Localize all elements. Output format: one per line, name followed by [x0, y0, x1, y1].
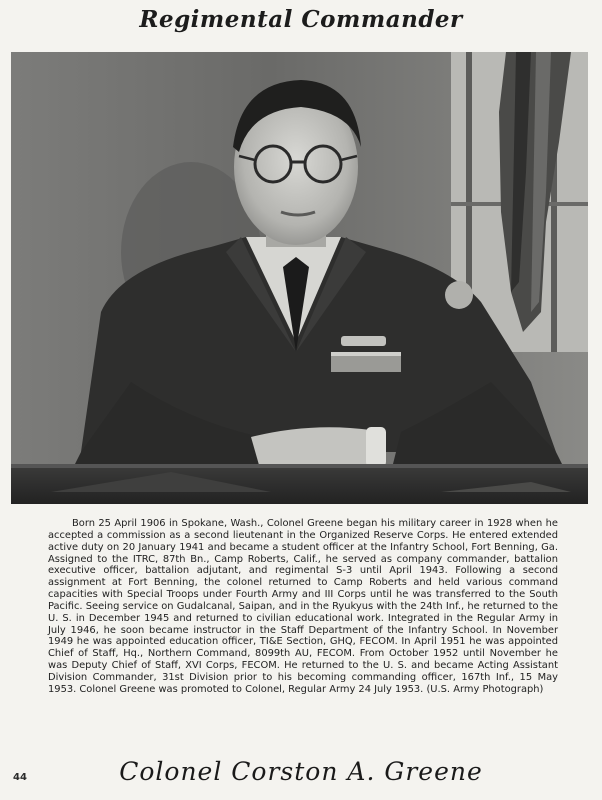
commander-name: Colonel Corston A. Greene [119, 757, 483, 786]
biography-text: Born 25 April 1906 in Spokane, Wash., Colonel Greene began his military career in 1928 when he accepted a commission as a second lieutenant in the Organized Reserve Corps. He entered extended active duty on 20 January 1941 and became a student officer at the Infantry School, Fort Benning, Ga. Assigned to the ITRC, 87th Bn., Camp Roberts, Calif., he served as company commander, battalion executive officer, battalion adjutant, and regimental S-3 until April 1943. Following a second assignment at Fort Benning, the colonel returned to Camp Roberts and held various command capacities with Special Troops under Fourth Army and III Corps until he was transferred to the South Pacific. Seeing service on Gudalcanal, Saipan, and in the Ryukyus with the 24th Inf., he returned to the U. S. in December 1945 and returned to civilian educational work. Integrated in the Regular Army in July 1946, he soon became instructor in the Staff Department of the Infantry School. In November 1949 he was appointed education officer, TI&E Section, GHQ, FECOM. In April 1951 he was appointed Chief of Staff, Hq., Northern Command, 8099th AU, FECOM. From October 1952 until November he was Deputy Chief of Staff, XVI Corps, FECOM. He returned to the U. S. and became Acting Assistant Division Commander, 31st Division prior to his becoming commanding officer, 167th Inf., 15 May 1953. Colonel Greene was promoted to Colonel, Regular Army 24 July 1953. (U.S. Army Photograph) [48, 518, 558, 695]
portrait-photo-icon [11, 52, 588, 504]
page-title: Regimental Commander [139, 6, 463, 33]
portrait-photo [11, 52, 588, 504]
page-number: 44 [13, 772, 27, 783]
